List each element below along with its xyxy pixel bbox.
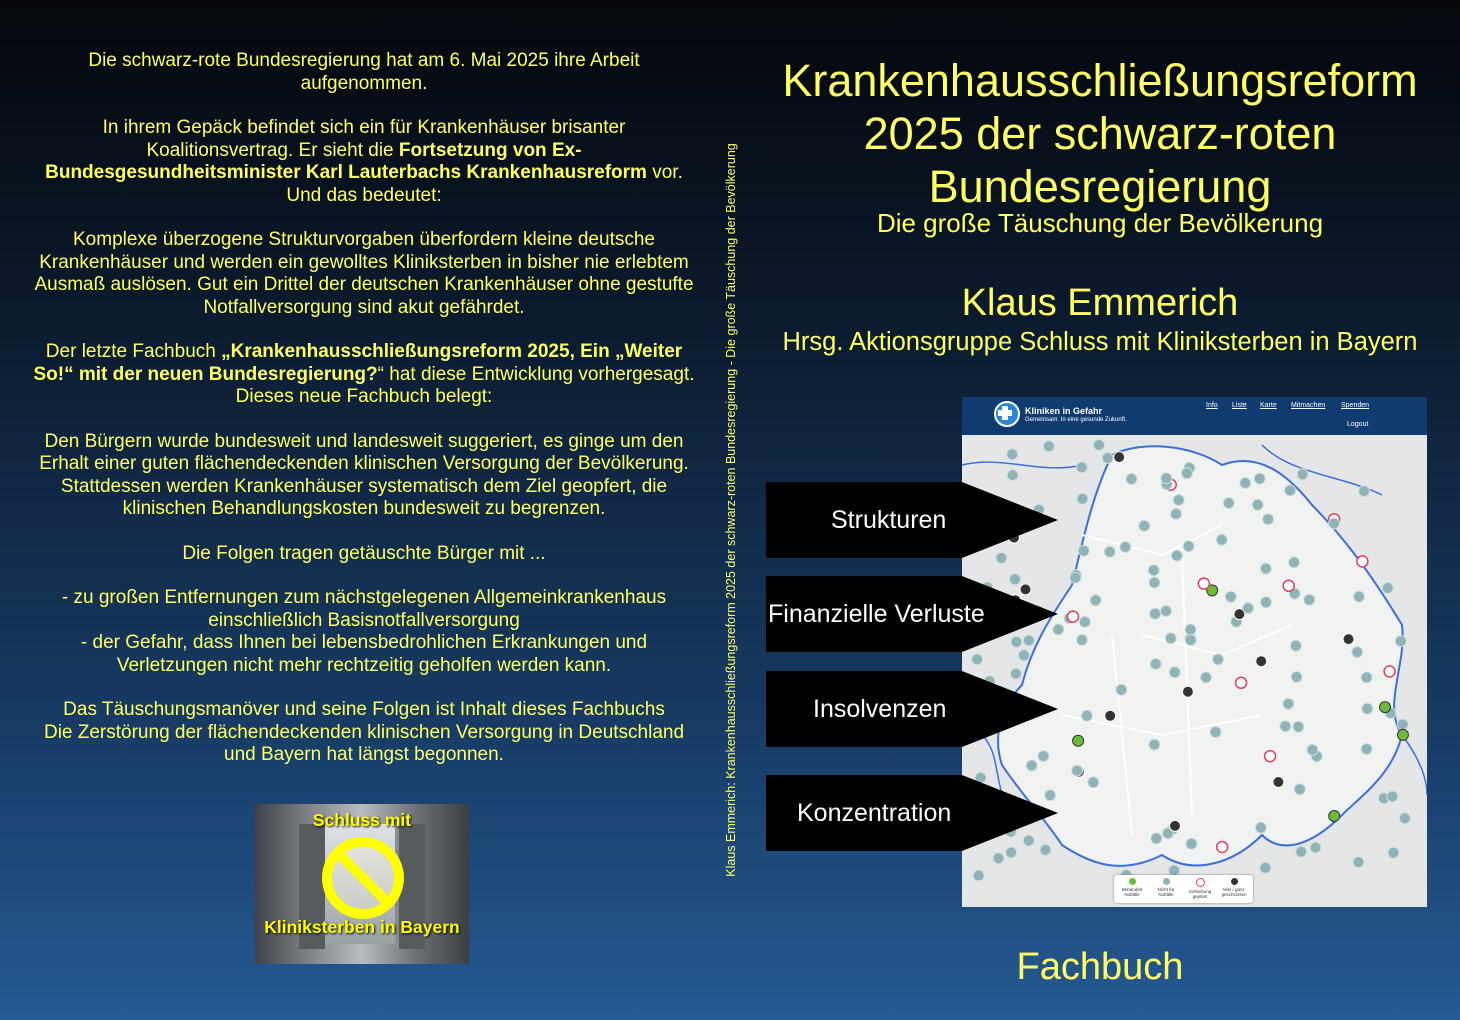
back-paragraph-2: In ihrem Gepäck befindet sich ein für Krankenhäuser brisanter Koalitionsvertrag. Er sieht die Fortsetzung von Ex-Bundesgesundheitsminister Karl Lauterbachs Krankenhausreform vor. Und das bedeutet: — [45, 117, 683, 206]
clinic-marker[interactable] — [993, 853, 1004, 864]
clinic-marker[interactable] — [1185, 635, 1196, 646]
clinic-marker[interactable] — [1102, 453, 1113, 464]
clinic-marker[interactable] — [1354, 591, 1365, 602]
schluss-mit-kliniksterben-image — [255, 804, 469, 964]
clinic-marker[interactable] — [1114, 452, 1125, 463]
clinic-marker[interactable] — [1094, 440, 1105, 451]
map-nav-spenden[interactable]: Spenden — [1341, 402, 1370, 409]
stamp-bottom-text: Kliniksterben in Bayern — [264, 917, 460, 937]
clinic-marker[interactable] — [1068, 611, 1079, 622]
clinic-marker[interactable] — [1073, 735, 1084, 746]
clinic-marker[interactable] — [1182, 686, 1193, 697]
clinic-marker[interactable] — [1170, 820, 1181, 831]
clinic-marker[interactable] — [1260, 563, 1271, 574]
clinic-marker[interactable] — [1290, 640, 1301, 651]
clinic-marker[interactable] — [1173, 495, 1184, 506]
clinic-marker[interactable] — [1216, 534, 1227, 545]
clinic-marker[interactable] — [1076, 635, 1087, 646]
author-name: Klaus Emmerich — [961, 282, 1239, 324]
publisher-line: Hrsg. Aktionsgruppe Schluss mit Kliniksterben in Bayern — [782, 328, 1418, 356]
clinic-marker[interactable] — [1307, 744, 1318, 755]
clinic-marker[interactable] — [1171, 508, 1182, 519]
clinic-marker[interactable] — [1169, 667, 1180, 678]
back-paragraph-8: Das Täuschungsmanöver und seine Folgen ist Inhalt dieses Fachbuchs Die Zerstörung der flächendeckenden klinischen Versorgung in Deutschland und Bayern hat längst begonnen. — [43, 699, 685, 765]
clinic-marker[interactable] — [1256, 656, 1267, 667]
map-nav-info[interactable]: Info — [1206, 402, 1218, 409]
clinic-marker[interactable] — [1183, 541, 1194, 552]
clinic-marker[interactable] — [1273, 777, 1284, 788]
back-paragraph-1: Die schwarz-rote Bundesregierung hat am 6. Mai 2025 ihre Arbeit aufgenommen. — [88, 50, 640, 94]
legend-geschlossen: teils / ganz geschlossen — [1219, 878, 1249, 897]
clinic-marker[interactable] — [1283, 698, 1294, 709]
clinic-marker[interactable] — [1150, 659, 1161, 670]
clinic-marker[interactable] — [1297, 469, 1308, 480]
map-brand: Kliniken in Gefahr — [1025, 406, 1103, 416]
map-header — [962, 397, 1427, 435]
clinic-marker[interactable] — [1105, 710, 1116, 721]
clinic-marker[interactable] — [1081, 710, 1092, 721]
clinic-marker[interactable] — [1150, 608, 1161, 619]
clinic-marker[interactable] — [1165, 633, 1176, 644]
clinic-marker[interactable] — [1139, 520, 1150, 531]
clinic-marker[interactable] — [1260, 862, 1271, 873]
clinic-marker[interactable] — [1352, 647, 1363, 658]
back-paragraph-3: Komplexe überzogene Strukturvorgaben überfordern kleine deutsche Krankenhäuser und werden ein gewolltes Kliniksterben in bisher nie erlebtem Ausmaß auslösen. Gut ein Drittel der deutschen Krankenhäuser ohne gestufte Notfallversorgung sind akut gefährdet. — [34, 229, 694, 318]
clinic-marker[interactable] — [1397, 719, 1408, 730]
legend-notfall: Behandelt Notfälle — [1117, 878, 1147, 897]
clinic-marker[interactable] — [1252, 499, 1263, 510]
map-nav-liste[interactable]: Liste — [1232, 402, 1247, 409]
clinic-marker[interactable] — [1149, 577, 1160, 588]
clinic-marker[interactable] — [1395, 636, 1406, 647]
clinic-marker[interactable] — [1182, 468, 1193, 479]
back-paragraph-7: - zu großen Entfernungen zum nächstgelegenen Allgemeinkrankenhaus einschließlich Basisnotfallversorgung - der Gefahr, dass Ihnen bei lebensbedrohlichen Erkrankungen und Verletzungen nicht mehr rechtzeitig geholfen werden kann. — [61, 587, 667, 676]
clinic-marker[interactable] — [1043, 441, 1054, 452]
clinic-marker[interactable] — [1185, 624, 1196, 635]
clinic-marker[interactable] — [1329, 518, 1340, 529]
clinic-marker[interactable] — [1397, 729, 1408, 740]
back-paragraph-6: Die Folgen tragen getäuschte Bürger mit ... — [182, 542, 546, 564]
label-insolvenzen: Insolvenzen — [766, 671, 1066, 747]
label-konzentration: Konzentration — [766, 775, 1066, 851]
clinic-marker[interactable] — [1361, 744, 1372, 755]
clinic-marker[interactable] — [1126, 474, 1137, 485]
clinic-marker[interactable] — [1293, 721, 1304, 732]
clinic-marker[interactable] — [1088, 777, 1099, 788]
map-nav-karte[interactable]: Karte — [1260, 402, 1277, 409]
clinic-marker[interactable] — [1255, 822, 1266, 833]
clinic-marker[interactable] — [1151, 833, 1162, 844]
clinic-marker[interactable] — [1078, 545, 1089, 556]
map-tagline: Gemeinsam. In eine gesunde Zukunft. — [1025, 417, 1127, 423]
clinic-marker[interactable] — [1280, 721, 1291, 732]
clinic-marker[interactable] — [1240, 478, 1251, 489]
clinic-marker[interactable] — [1171, 550, 1182, 561]
clinic-marker[interactable] — [1380, 702, 1391, 713]
clinic-marker[interactable] — [1382, 583, 1393, 594]
clinic-marker[interactable] — [1217, 842, 1228, 853]
clinic-marker[interactable] — [1079, 616, 1090, 627]
clinic-marker[interactable] — [1225, 591, 1236, 602]
clinic-marker[interactable] — [1357, 556, 1368, 567]
clinic-marker[interactable] — [973, 870, 984, 881]
back-paragraph-4: Der letzte Fachbuch „Krankenhausschließungsreform 2025, Ein „Weiter So!“ mit der neuen Bundesregierung?“ hat diese Entwicklung vorhergesagt. Dieses neue Fachbuch belegt: — [33, 341, 695, 407]
clinic-marker[interactable] — [1294, 784, 1305, 795]
clinic-marker[interactable] — [1161, 606, 1172, 617]
clinic-marker[interactable] — [1399, 813, 1410, 824]
clinic-marker[interactable] — [1254, 473, 1265, 484]
label-strukturen: Strukturen — [766, 482, 1066, 558]
clinic-marker[interactable] — [1223, 498, 1234, 509]
clinic-marker[interactable] — [1210, 727, 1221, 738]
clinic-marker[interactable] — [1026, 760, 1037, 771]
clinic-marker[interactable] — [1186, 838, 1197, 849]
clinic-marker[interactable] — [1329, 811, 1340, 822]
clinic-marker[interactable] — [1070, 572, 1081, 583]
clinic-marker[interactable] — [1263, 514, 1274, 525]
clinic-marker[interactable] — [1090, 595, 1101, 606]
legend-normal: Nicht für Notfälle — [1151, 878, 1181, 897]
clinic-marker[interactable] — [1296, 846, 1307, 857]
clinic-marker[interactable] — [1213, 654, 1224, 665]
clinic-marker[interactable] — [1007, 470, 1018, 481]
clinic-marker[interactable] — [1038, 751, 1049, 762]
clinic-marker[interactable] — [1310, 842, 1321, 853]
book-title: Krankenhausschließungsreform 2025 der schwarz-roten Bundesregierung — [782, 55, 1418, 212]
clinic-marker[interactable] — [1007, 449, 1018, 460]
clinic-marker[interactable] — [1116, 684, 1127, 695]
clinic-marker[interactable] — [1149, 739, 1160, 750]
clinic-marker[interactable] — [1072, 765, 1083, 776]
clinic-marker[interactable] — [1283, 580, 1294, 591]
clinic-marker[interactable] — [1388, 847, 1399, 858]
clinic-marker[interactable] — [1343, 634, 1354, 645]
map-legend — [1114, 875, 1253, 903]
clinic-marker[interactable] — [1353, 857, 1364, 868]
map-logout-link[interactable]: Logout — [1347, 421, 1369, 428]
clinic-marker[interactable] — [1243, 603, 1254, 614]
label-finanzielle-verluste: Finanzielle Verluste — [766, 576, 1066, 652]
clinic-marker[interactable] — [1359, 486, 1370, 497]
back-cover-text — [30, 50, 698, 789]
clinic-marker[interactable] — [1148, 565, 1159, 576]
clinic-marker[interactable] — [1104, 546, 1115, 557]
back-paragraph-5: Den Bürgern wurde bundesweit und landesweit suggeriert, es ginge um den Erhalt einer guten flächendeckenden klinischen Versorgung der Bevölkerung. Stattdessen werden Krankenhäuser systematisch dem Ziel geopfert, die klinischen Behandlungskosten bundesweit zu begrenzen. — [39, 430, 689, 519]
clinic-marker[interactable] — [1304, 594, 1315, 605]
clinic-marker[interactable] — [1077, 493, 1088, 504]
clinic-marker[interactable] — [1362, 703, 1373, 714]
clinic-marker[interactable] — [1261, 597, 1272, 608]
spine-text: Klaus Emmerich: Krankenhausschließungsreform 2025 der schwarz-roten Bundesregierung - Die große Täuschung der Bevölkerung — [724, 143, 738, 877]
clinic-marker[interactable] — [972, 654, 983, 665]
clinic-marker[interactable] — [1361, 672, 1372, 683]
clinic-marker[interactable] — [1289, 557, 1300, 568]
clinic-marker[interactable] — [1201, 672, 1212, 683]
map-nav-mitmachen[interactable]: Mitmachen — [1291, 402, 1326, 409]
clinic-marker[interactable] — [1236, 677, 1247, 688]
clinic-marker[interactable] — [1387, 791, 1398, 802]
legend-geplant: Schließung geplant — [1185, 878, 1215, 899]
clinic-marker[interactable] — [1198, 578, 1209, 589]
clinic-marker[interactable] — [1285, 485, 1296, 496]
clinic-marker[interactable] — [1291, 672, 1302, 683]
clinic-marker[interactable] — [1265, 751, 1276, 762]
stamp-top-text: Schluss mit — [312, 810, 412, 830]
clinic-marker[interactable] — [1076, 462, 1087, 473]
clinic-marker[interactable] — [1161, 473, 1172, 484]
fachbuch-label: Fachbuch — [1016, 946, 1184, 988]
clinic-marker[interactable] — [1120, 542, 1131, 553]
clinic-marker[interactable] — [1384, 666, 1395, 677]
book-subtitle: Die große Täuschung der Bevölkerung — [876, 208, 1324, 238]
